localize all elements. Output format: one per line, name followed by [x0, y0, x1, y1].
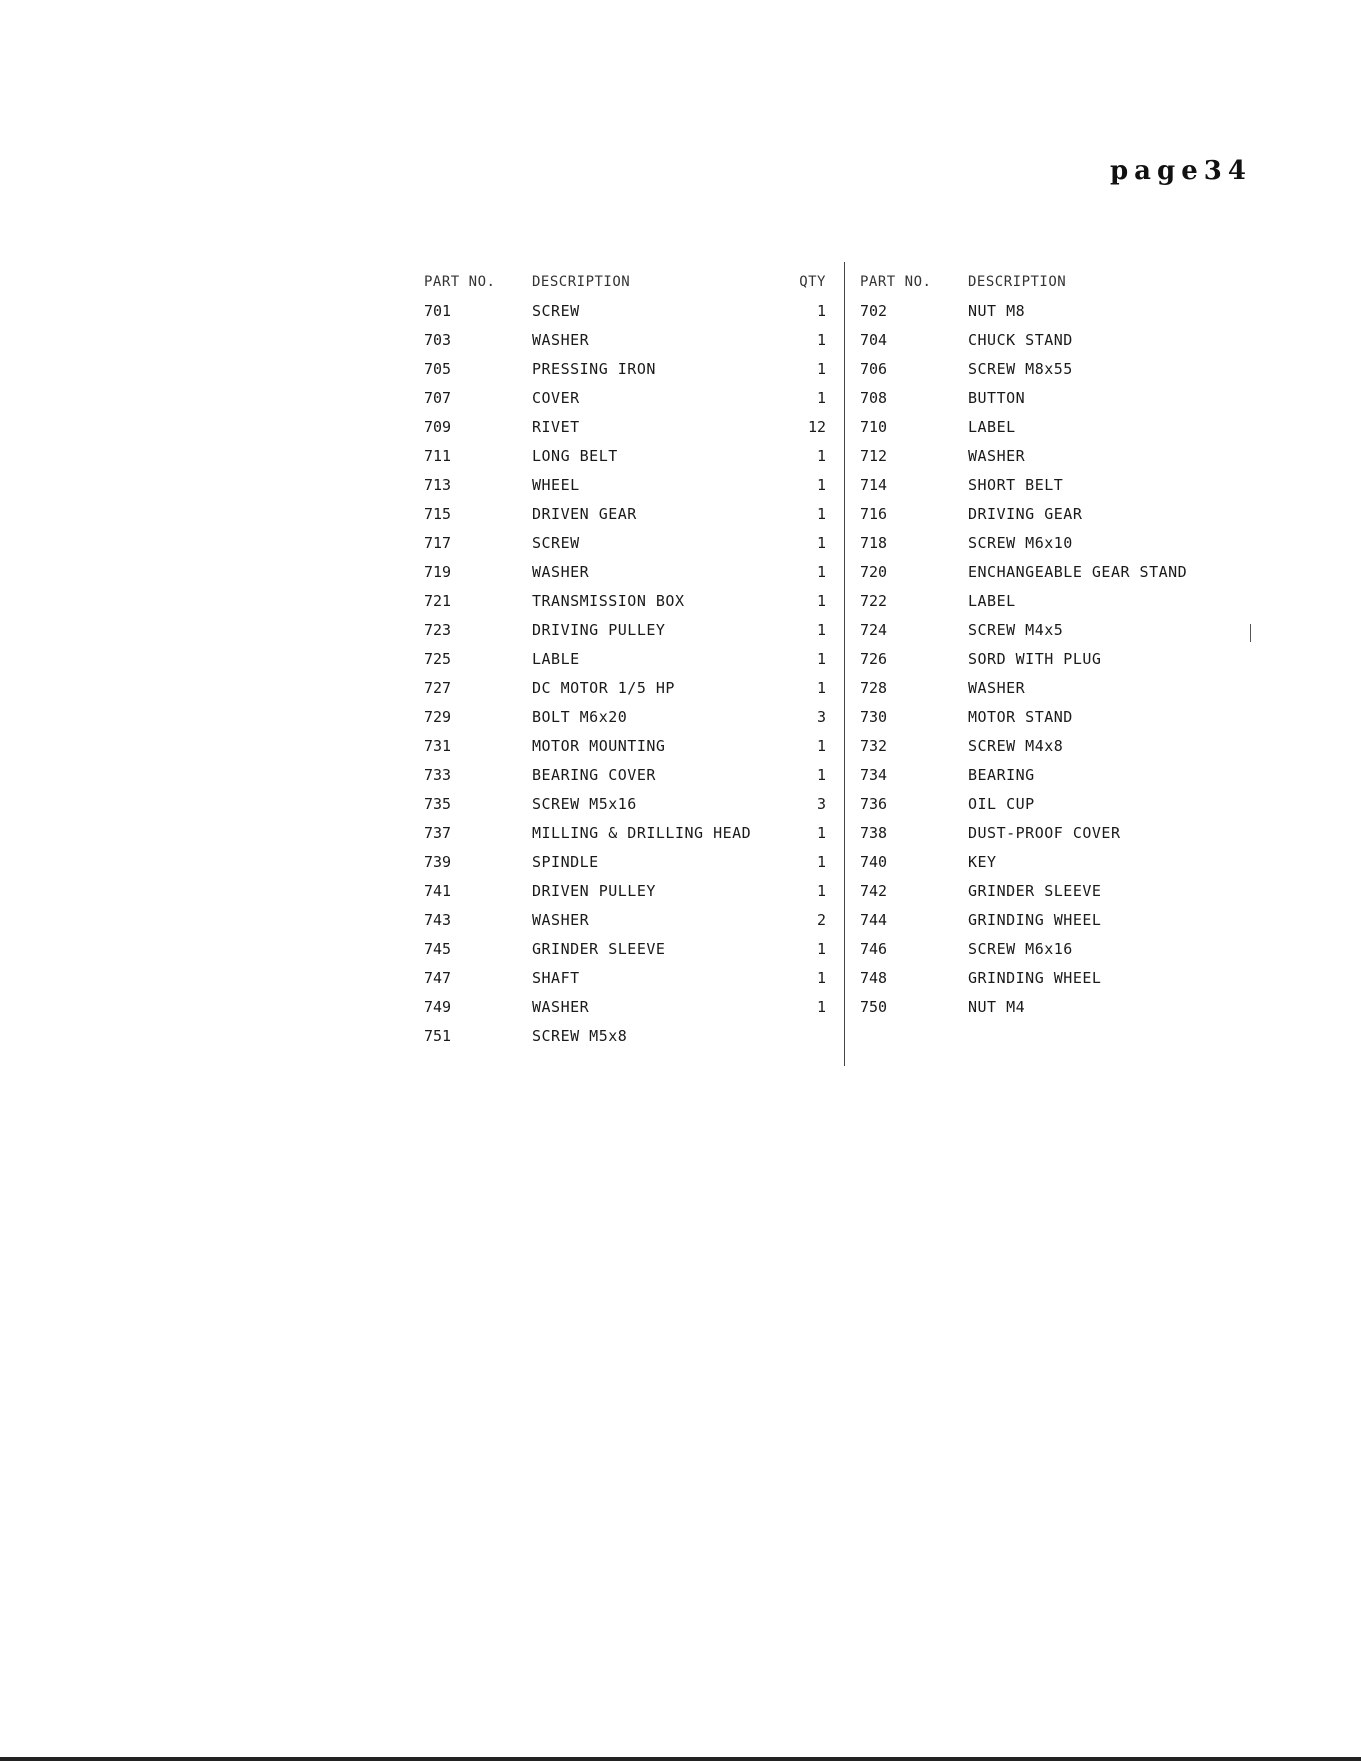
part-no-cell: 727 [424, 679, 452, 697]
part-no-cell: 741 [424, 882, 452, 900]
part-no-cell: 749 [424, 998, 452, 1016]
table-row [424, 413, 1204, 442]
description-cell: BEARING COVER [532, 766, 656, 784]
description-cell: GRINDER SLEEVE [532, 940, 666, 958]
description-cell: SCREW M5x8 [532, 1027, 628, 1045]
margin-mark [1250, 624, 1251, 642]
table-row [424, 326, 1204, 355]
table-row [424, 906, 1204, 935]
qty-cell: 1 [816, 534, 826, 552]
part-no-right-cell: 714 [860, 476, 888, 494]
description-cell: TRANSMISSION BOX [532, 592, 685, 610]
description-cell: SCREW [532, 302, 580, 320]
table-row [424, 471, 1204, 500]
description-cell: WASHER [532, 911, 590, 929]
description-cell: MILLING & DRILLING HEAD [532, 824, 752, 842]
header-part-no-right: PART NO. [860, 274, 932, 290]
description-cell: WHEEL [532, 476, 580, 494]
description-right-cell: KEY [968, 853, 997, 871]
part-no-cell: 729 [424, 708, 452, 726]
table-row [424, 587, 1204, 616]
description-right-cell: BEARING [968, 766, 1035, 784]
part-no-right-cell: 718 [860, 534, 888, 552]
table-row [424, 674, 1204, 703]
description-right-cell: WASHER [968, 679, 1026, 697]
description-right-cell: SCREW M4x8 [968, 737, 1064, 755]
table-row [424, 819, 1204, 848]
part-no-cell: 739 [424, 853, 452, 871]
part-no-right-cell: 748 [860, 969, 888, 987]
bottom-edge [0, 1757, 1361, 1761]
qty-cell: 1 [816, 737, 826, 755]
part-no-right-cell: 726 [860, 650, 888, 668]
part-no-right-cell: 712 [860, 447, 888, 465]
part-no-cell: 745 [424, 940, 452, 958]
qty-cell: 1 [816, 447, 826, 465]
table-row [424, 877, 1204, 906]
part-no-right-cell: 716 [860, 505, 888, 523]
part-no-cell: 735 [424, 795, 452, 813]
description-right-cell: SCREW M8x55 [968, 360, 1073, 378]
description-right-cell: SCREW M6x16 [968, 940, 1073, 958]
description-right-cell: WASHER [968, 447, 1026, 465]
description-cell: SPINDLE [532, 853, 599, 871]
part-no-cell: 707 [424, 389, 452, 407]
description-cell: SCREW [532, 534, 580, 552]
part-no-cell: 721 [424, 592, 452, 610]
table-row [424, 529, 1204, 558]
qty-cell: 3 [816, 795, 826, 813]
description-right-cell: ENCHANGEABLE GEAR STAND [968, 563, 1188, 581]
part-no-cell: 705 [424, 360, 452, 378]
description-cell: DC MOTOR 1/5 HP [532, 679, 675, 697]
part-no-cell: 703 [424, 331, 452, 349]
qty-cell: 1 [816, 621, 826, 639]
part-no-cell: 747 [424, 969, 452, 987]
part-no-right-cell: 722 [860, 592, 888, 610]
table-row [424, 1022, 1204, 1051]
table-row [424, 761, 1204, 790]
description-right-cell: GRINDING WHEEL [968, 969, 1102, 987]
description-cell: WASHER [532, 563, 590, 581]
part-no-cell: 725 [424, 650, 452, 668]
table-row [424, 645, 1204, 674]
description-right-cell: DRIVING GEAR [968, 505, 1083, 523]
description-cell: WASHER [532, 998, 590, 1016]
qty-cell: 1 [816, 969, 826, 987]
qty-cell: 1 [816, 824, 826, 842]
description-cell: COVER [532, 389, 580, 407]
part-no-cell: 709 [424, 418, 452, 436]
description-right-cell: NUT M4 [968, 998, 1026, 1016]
part-no-right-cell: 728 [860, 679, 888, 697]
part-no-right-cell: 750 [860, 998, 888, 1016]
part-no-right-cell: 742 [860, 882, 888, 900]
description-cell: RIVET [532, 418, 580, 436]
part-no-right-cell: 710 [860, 418, 888, 436]
table-row [424, 732, 1204, 761]
description-right-cell: SCREW M6x10 [968, 534, 1073, 552]
part-no-right-cell: 704 [860, 331, 888, 349]
part-no-right-cell: 732 [860, 737, 888, 755]
table-row [424, 964, 1204, 993]
description-cell: PRESSING IRON [532, 360, 656, 378]
table-row [424, 384, 1204, 413]
qty-cell: 1 [816, 940, 826, 958]
table-row [424, 993, 1204, 1022]
description-right-cell: NUT M8 [968, 302, 1026, 320]
description-right-cell: LABEL [968, 418, 1016, 436]
qty-cell: 1 [816, 679, 826, 697]
description-cell: LONG BELT [532, 447, 618, 465]
qty-cell: 1 [816, 360, 826, 378]
description-right-cell: SORD WITH PLUG [968, 650, 1102, 668]
description-cell: DRIVING PULLEY [532, 621, 666, 639]
description-cell: DRIVEN PULLEY [532, 882, 656, 900]
table-row [424, 297, 1204, 326]
qty-cell: 1 [816, 476, 826, 494]
table-header [424, 268, 1204, 297]
qty-cell: 1 [816, 766, 826, 784]
qty-cell: 1 [816, 998, 826, 1016]
part-no-right-cell: 736 [860, 795, 888, 813]
part-no-cell: 719 [424, 563, 452, 581]
description-cell: MOTOR MOUNTING [532, 737, 666, 755]
description-cell: DRIVEN GEAR [532, 505, 637, 523]
qty-cell: 1 [816, 650, 826, 668]
qty-cell: 1 [816, 331, 826, 349]
table-row [424, 848, 1204, 877]
part-no-right-cell: 724 [860, 621, 888, 639]
description-right-cell: BUTTON [968, 389, 1026, 407]
part-no-cell: 711 [424, 447, 452, 465]
description-cell: LABLE [532, 650, 580, 668]
description-right-cell: SCREW M4x5 [968, 621, 1064, 639]
part-no-cell: 713 [424, 476, 452, 494]
description-cell: SCREW M5x16 [532, 795, 637, 813]
qty-cell: 1 [816, 389, 826, 407]
table-row [424, 500, 1204, 529]
description-cell: SHAFT [532, 969, 580, 987]
part-no-cell: 733 [424, 766, 452, 784]
part-no-right-cell: 720 [860, 563, 888, 581]
qty-cell: 3 [816, 708, 826, 726]
parts-table [424, 268, 1204, 1051]
part-no-cell: 737 [424, 824, 452, 842]
description-right-cell: DUST-PROOF COVER [968, 824, 1121, 842]
table-row [424, 703, 1204, 732]
description-right-cell: LABEL [968, 592, 1016, 610]
description-right-cell: CHUCK STAND [968, 331, 1073, 349]
description-right-cell: GRINDER SLEEVE [968, 882, 1102, 900]
header-description-right: DESCRIPTION [968, 274, 1067, 290]
part-no-right-cell: 708 [860, 389, 888, 407]
part-no-cell: 731 [424, 737, 452, 755]
table-row [424, 790, 1204, 819]
table-row [424, 442, 1204, 471]
description-cell: WASHER [532, 331, 590, 349]
part-no-cell: 723 [424, 621, 452, 639]
qty-cell: 2 [816, 911, 826, 929]
qty-cell: 1 [816, 882, 826, 900]
table-row [424, 616, 1204, 645]
part-no-cell: 701 [424, 302, 452, 320]
part-no-cell: 715 [424, 505, 452, 523]
description-cell: BOLT M6x20 [532, 708, 628, 726]
header-qty: QTY [799, 274, 826, 290]
table-body [424, 297, 1204, 1051]
description-right-cell: SHORT BELT [968, 476, 1064, 494]
part-no-right-cell: 706 [860, 360, 888, 378]
qty-cell: 1 [816, 302, 826, 320]
qty-cell: 1 [816, 563, 826, 581]
part-no-right-cell: 702 [860, 302, 888, 320]
qty-cell: 1 [816, 853, 826, 871]
part-no-cell: 743 [424, 911, 452, 929]
part-no-right-cell: 738 [860, 824, 888, 842]
qty-cell: 1 [816, 505, 826, 523]
header-description: DESCRIPTION [532, 274, 631, 290]
part-no-right-cell: 744 [860, 911, 888, 929]
table-row [424, 558, 1204, 587]
description-right-cell: GRINDING WHEEL [968, 911, 1102, 929]
part-no-right-cell: 746 [860, 940, 888, 958]
description-right-cell: OIL CUP [968, 795, 1035, 813]
part-no-cell: 751 [424, 1027, 452, 1045]
table-row [424, 935, 1204, 964]
description-right-cell: MOTOR STAND [968, 708, 1073, 726]
qty-cell: 12 [807, 418, 826, 436]
part-no-right-cell: 740 [860, 853, 888, 871]
part-no-right-cell: 734 [860, 766, 888, 784]
table-row [424, 355, 1204, 384]
page-number: page34 [1110, 156, 1252, 186]
qty-cell: 1 [816, 592, 826, 610]
part-no-right-cell: 730 [860, 708, 888, 726]
part-no-cell: 717 [424, 534, 452, 552]
header-part-no: PART NO. [424, 274, 496, 290]
